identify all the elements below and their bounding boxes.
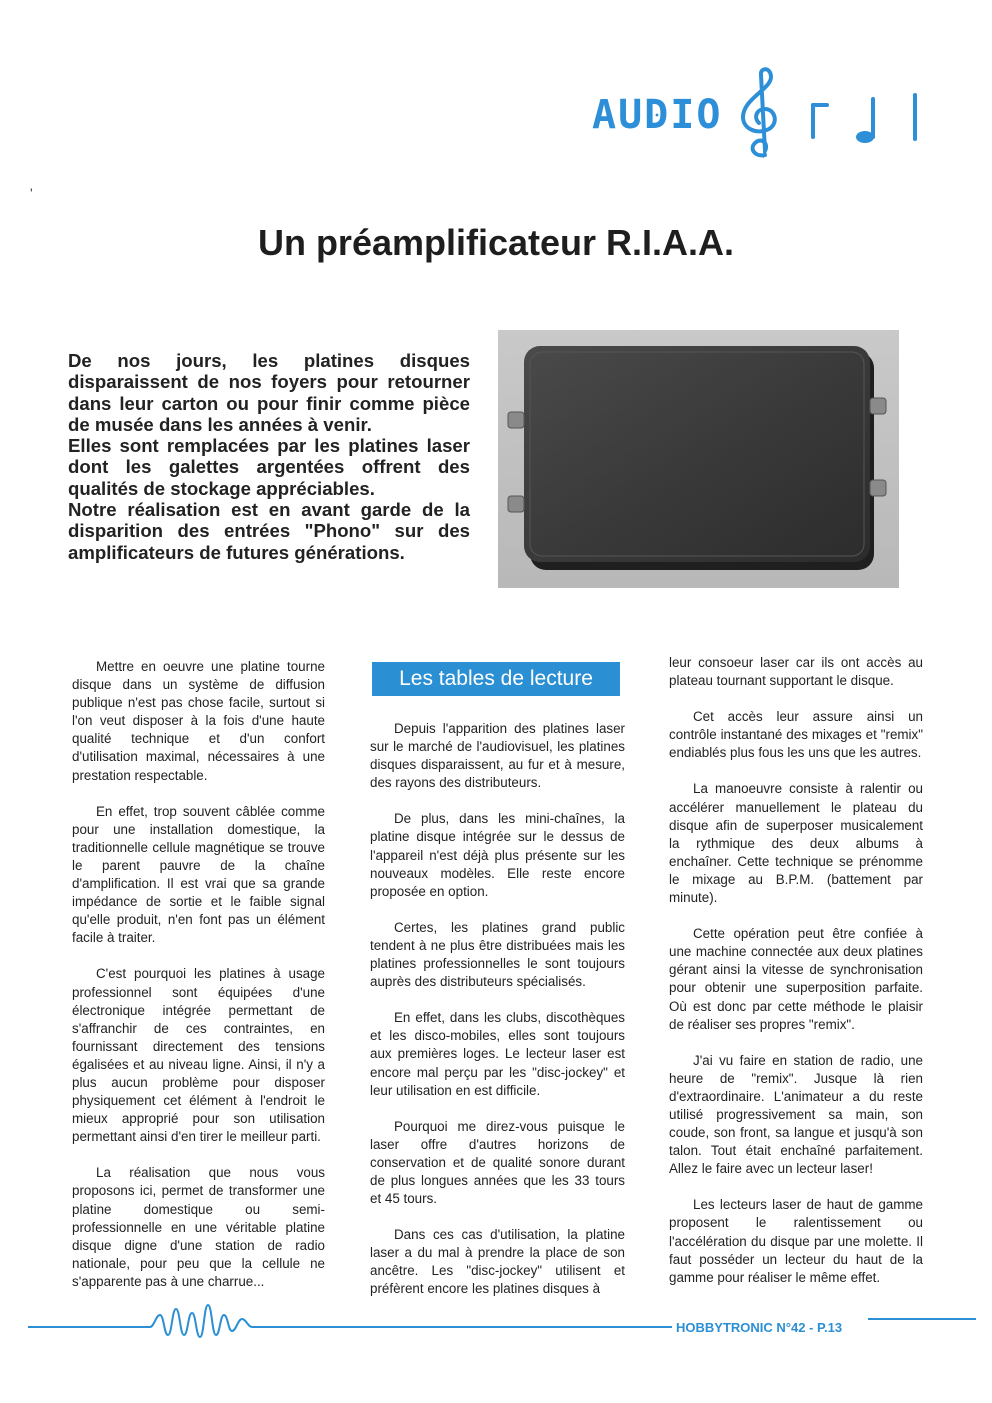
- preamplifier-box-photo: [498, 330, 899, 588]
- body-paragraph: La manoeuvre consiste à ralentir ou accélérer manuellement le plateau du disque afin de superposer musicalement la rythmique des deux albums à enchaîner. Cette technique se prénomme le mixage au B.P.M. (battement par minute).: [669, 781, 923, 906]
- body-paragraph: Les lecteurs laser de haut de gamme proposent le ralentissement ou l'accélération du disque par une molette. Il faut posséder un lecteur du haut de la gamme pour réaliser le même effet.: [669, 1197, 923, 1285]
- intro-lead: [68, 350, 470, 563]
- body-paragraph: Certes, les platines grand public tendent à ne plus être distribuées mais les platines professionnelles le sont toujours auprès des distributeurs spécialisés.: [370, 919, 625, 990]
- text-column-2: [370, 720, 625, 1317]
- text-column-1: [72, 658, 325, 1309]
- sound-wave-icon: [0, 1295, 992, 1355]
- audio-logo-text: AUDIO: [592, 92, 723, 138]
- body-paragraph: J'ai vu faire en station de radio, une heure de "remix". Jusque là rien d'extraordinaire. L'animateur a du reste utilisé progressivement sa main, son coude, son front, sa langue et jusqu'à son talon. Tout était enchaîné parfaitement. Allez le faire avec un lecteur laser!: [669, 1052, 923, 1177]
- body-paragraph: La réalisation que nous vous proposons ici, permet de transformer une platine domestique ou semi-professionnelle en une véritable platine disque digne d'une station de radio nationale, pour peu que la cellule ne s'apparente pas à une charrue...: [72, 1165, 325, 1289]
- intro-paragraph: Notre réalisation est en avant garde de la disparition des entrées "Phono" sur des amplificateurs de futures générations.: [68, 499, 470, 563]
- body-paragraph: Cette opération peut être confiée à une machine connectée aux deux platines gérant ainsi la vitesse de synchronisation pour obtenir une superposition parfaite. Où est donc par cette méthode le plaisir de réaliser ses propres "remix".: [669, 926, 923, 1032]
- body-paragraph: Dans ces cas d'utilisation, la platine laser a du mal à prendre la place de son ancêtre. Les "disc-jockey" utilisent et préfèrent encore les platines disques à: [370, 1227, 625, 1297]
- body-paragraph: Pourquoi me direz-vous puisque le laser offre d'autres horizons de conservation et de qualité sonore durant de plus longues années que les 33 tours et 45 tours.: [370, 1118, 625, 1207]
- body-paragraph: C'est pourquoi les platines à usage professionnel sont équipées d'une électronique intégrée permettant de s'affranchir de ces contraintes, en fournissant directement des tensions égalisées et au niveau ligne. Ainsi, il n'y a plus aucun problème pour disposer physiquement cet élément à l'endroit le mieux approprié pour son utilisation permettant ainsi d'en tirer le meilleur parti.: [72, 966, 325, 1145]
- body-paragraph: leur consoeur laser car ils ont accès au plateau tournant supportant le disque.: [669, 655, 923, 689]
- body-paragraph: Mettre en oeuvre une platine tourne disque dans un système de diffusion publique n'est pas chose facile, surtout si l'on veut disposer à la fois d'une haute qualité technique et d'un confort d'utilisation maximal, nécessaires à une prestation respectable.: [72, 659, 325, 783]
- body-paragraph: Cet accès leur assure ainsi un contrôle instantané des mixages et "remix" endiablés plus fous les uns que les autres.: [669, 709, 923, 761]
- treble-clef-music-notes-icon: [735, 65, 935, 165]
- text-column-3: [669, 654, 923, 1305]
- body-paragraph: De plus, dans les mini-chaînes, la platine disque intégrée sur le dessus de l'appareil n'est déjà plus présente sur les nouveaux modèles. Elle reste encore proposée en option.: [370, 811, 625, 899]
- body-paragraph: En effet, dans les clubs, discothèques et les disco-mobiles, elles sont toujours aux premières loges. Le lecteur laser est encore mal perçu par les "disc-jockey" et leur utilisation en est difficile.: [370, 1010, 625, 1098]
- intro-paragraph: Elles sont remplacées par les platines laser dont les galettes argentées offrent des qualités de stockage appréciables.: [68, 435, 470, 499]
- section-heading: Les tables de lecture: [372, 662, 620, 696]
- stray-mark: ': [30, 185, 33, 201]
- intro-paragraph: De nos jours, les platines disques disparaissent de nos foyers pour retourner dans leur carton ou pour finir comme pièce de musée dans les années à venir.: [68, 350, 470, 435]
- body-paragraph: Depuis l'apparition des platines laser sur le marché de l'audiovisuel, les platines disques disparaissent, au fur et à mesure, des rayons des distributeurs.: [370, 721, 625, 791]
- body-paragraph: En effet, trop souvent câblée comme pour une installation domestique, la traditionnelle cellule magnétique se trouve le parent pauvre de la chaîne d'amplification. Il est vrai que sa grande impédance de sortie et le faible signal qu'elle produit, n'en font pas un élément facile à traiter.: [72, 803, 325, 946]
- article-title: Un préamplificateur R.I.A.A.: [257, 222, 735, 263]
- page-footer: HOBBYTRONIC N°42 - P.13: [676, 1320, 843, 1335]
